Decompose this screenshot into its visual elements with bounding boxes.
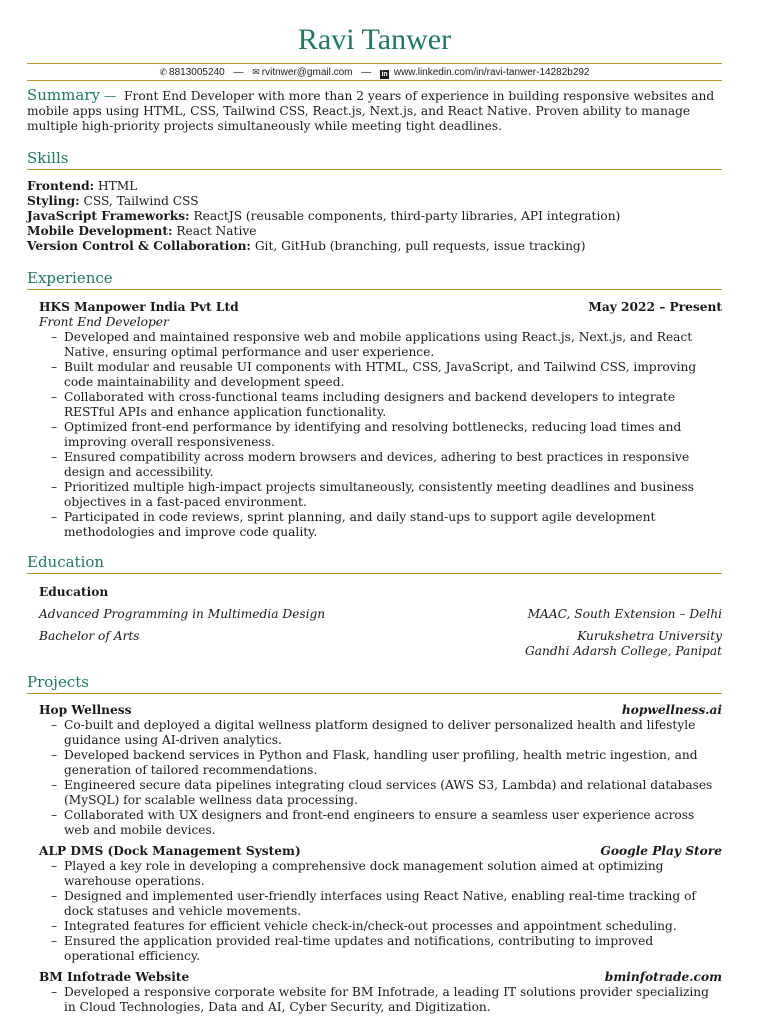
phone-number: 8813005240: [169, 67, 225, 78]
list-item: – Developed and maintained responsive web and mobile applications using React.js, Next.js, and React Native, ensuring optimal performance and user experience.: [51, 330, 722, 360]
institution: MAAC, South Extension – Delhi: [527, 607, 722, 621]
experience-entry: [27, 300, 722, 540]
separator: —: [361, 67, 372, 78]
projects-list: [27, 703, 722, 1015]
skill-item: Mobile Development: React Native: [27, 224, 257, 238]
skill-item: Frontend: HTML: [27, 179, 138, 193]
education-entry: [27, 607, 722, 622]
education-block: [27, 585, 722, 659]
candidate-name: Ravi Tanwer: [297, 23, 452, 56]
experience-bullets: [27, 330, 722, 540]
project-link[interactable]: hopwellness.ai: [621, 703, 722, 717]
list-item: – Developed backend services in Python and Flask, handling user profiling, health metric ingestion, and generation of tailored recommendations.: [51, 748, 722, 778]
summary-dash: —: [103, 89, 117, 103]
list-item: – Ensured the application provided real-time updates and notifications, contributing to improved operational efficiency.: [51, 934, 722, 964]
education-entry: [27, 629, 722, 659]
phone-icon: ✆: [159, 67, 168, 77]
list-item: – Prioritized multiple high-impact projects simultaneously, consistently meeting deadlines and business objectives in a fast-paced environment.: [51, 480, 722, 510]
list-item: – Collaborated with cross-functional teams including designers and backend developers to integrate RESTful APIs and enhance application functionality.: [51, 390, 722, 420]
skill-item: Styling: CSS, Tailwind CSS: [27, 194, 199, 208]
employment-dates: May 2022 – Present: [588, 300, 722, 314]
email-icon: ✉: [252, 67, 260, 77]
skills-heading: Skills: [27, 149, 722, 170]
list-item: – Optimized front-end performance by identifying and resolving bottlenecks, reducing load times and improving overall responsiveness.: [51, 420, 722, 450]
list-item: – Engineered secure data pipelines integrating cloud services (AWS S3, Lambda) and relational databases (MySQL) for scalable wellness data processing.: [51, 778, 722, 808]
project-entry: [27, 970, 722, 1015]
degree: Bachelor of Arts: [39, 629, 140, 643]
list-item: – Built modular and reusable UI components with HTML, CSS, JavaScript, and Tailwind CSS, improving code maintainability and development speed.: [51, 360, 722, 390]
list-item: – Ensured compatibility across modern browsers and devices, adhering to best practices in responsive design and accessibility.: [51, 450, 722, 480]
company-name: HKS Manpower India Pvt Ltd: [39, 300, 239, 314]
projects-heading: Projects: [27, 673, 722, 694]
list-item: – Played a key role in developing a comprehensive dock management solution aimed at optimizing warehouse operations.: [51, 859, 722, 889]
education-subheading: Education: [39, 585, 109, 599]
project-link[interactable]: Google Play Store: [600, 844, 722, 858]
project-entry: [27, 703, 722, 838]
skills-list: [27, 179, 722, 254]
list-item: – Collaborated with UX designers and front-end engineers to ensure a seamless user experience across web and mobile devices.: [51, 808, 722, 838]
project-name: ALP DMS (Dock Management System): [39, 844, 301, 858]
list-item: – Integrated features for efficient vehicle check-in/check-out processes and appointment scheduling.: [51, 919, 722, 934]
linkedin-url[interactable]: www.linkedin.com/in/ravi-tanwer-14282b292: [393, 67, 590, 78]
experience-header-row: [27, 300, 722, 315]
project-name: Hop Wellness: [39, 703, 132, 717]
summary-heading: Summary: [27, 86, 100, 104]
job-role: Front End Developer: [39, 315, 169, 329]
project-name: BM Infotrade Website: [39, 970, 190, 984]
list-item: – Designed and implemented user-friendly interfaces using React Native, enabling real-time tracking of dock statuses and vehicle movements.: [51, 889, 722, 919]
list-item: – Participated in code reviews, sprint planning, and daily stand-ups to support agile development methodologies and improve code quality.: [51, 510, 722, 540]
degree: Advanced Programming in Multimedia Design: [39, 607, 326, 621]
summary-section: [27, 88, 722, 134]
skill-item: JavaScript Frameworks: ReactJS (reusable components, third-party libraries, API integration): [27, 209, 621, 223]
summary-text: Front End Developer with more than 2 years of experience in building responsive websites and mobile apps using HTML, CSS, Tailwind CSS, React.js, Next.js, and React Native. Proven ability to manage multiple high-priority projects simultaneously while meeting tight deadlines.: [27, 89, 715, 133]
skill-item: Version Control & Collaboration: Git, GitHub (branching, pull requests, issue tracking): [27, 239, 586, 253]
email-address[interactable]: rvitnwer@gmail.com: [261, 67, 353, 78]
contact-bar: [27, 63, 722, 81]
list-item: – Developed a responsive corporate website for BM Infotrade, a leading IT solutions provider specializing in Cloud Technologies, Data and AI, Cyber Security, and Digitization.: [51, 985, 722, 1015]
linkedin-icon: in: [381, 71, 388, 78]
separator: —: [233, 67, 244, 78]
experience-heading: Experience: [27, 269, 722, 290]
project-link[interactable]: bminfotrade.com: [604, 970, 722, 984]
project-entry: [27, 844, 722, 964]
education-heading: Education: [27, 553, 722, 574]
institution: Kurukshetra University Gandhi Adarsh College, Panipat: [524, 629, 722, 658]
list-item: – Co-built and deployed a digital wellness platform designed to deliver personalized health and lifestyle guidance using AI-driven analytics.: [51, 718, 722, 748]
